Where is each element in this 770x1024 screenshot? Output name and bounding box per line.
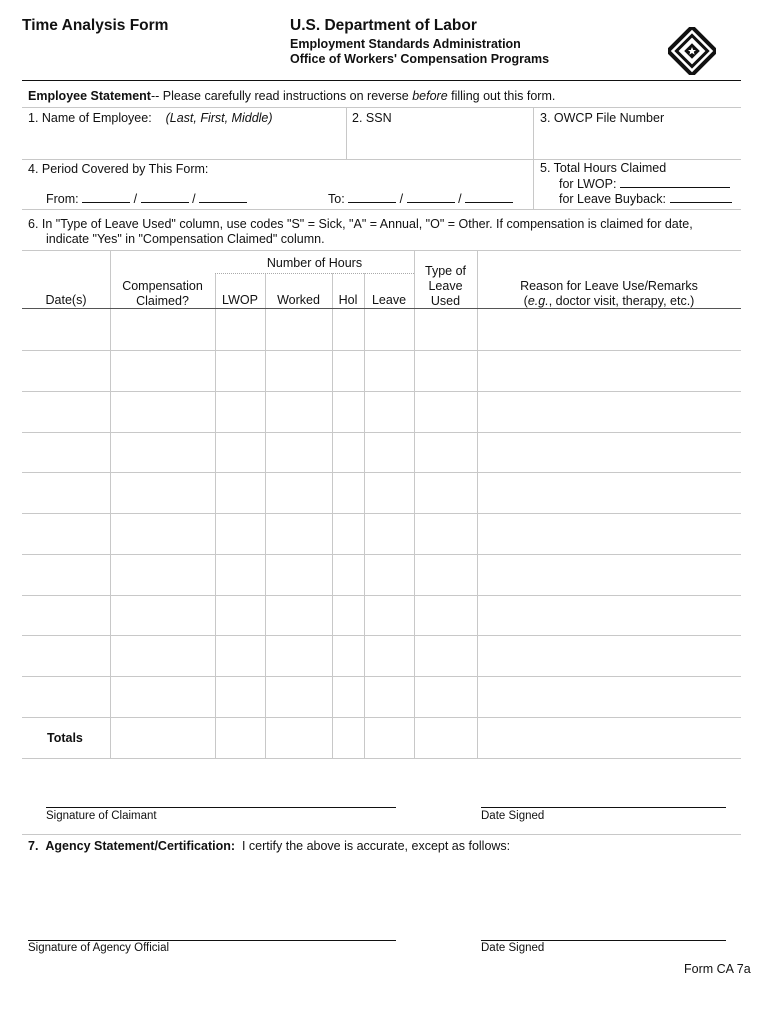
buyback-hours-blank[interactable] bbox=[670, 191, 732, 203]
owcp-file-field[interactable]: 3. OWCP File Number bbox=[540, 111, 665, 125]
ssn-field[interactable]: 2. SSN bbox=[352, 111, 392, 125]
instruction-6-line1: 6. In "Type of Leave Used" column, use codes "S" = Sick, "A" = Annual, "O" = Other. If compensation is claimed for date, bbox=[28, 217, 693, 231]
claimant-signature-label: Signature of Claimant bbox=[46, 810, 157, 822]
instruction-6-line2: indicate "Yes" in "Compensation Claimed" column. bbox=[46, 232, 325, 246]
reason-header-line1: Reason for Leave Use/Remarks bbox=[520, 279, 698, 293]
statement-text-a: -- Please carefully read instructions on reverse bbox=[150, 89, 413, 103]
table-row[interactable] bbox=[22, 350, 741, 351]
agency-name: Employment Standards Administration bbox=[290, 37, 521, 51]
lwop-column-header: LWOP bbox=[222, 293, 258, 307]
employee-statement bbox=[28, 89, 555, 103]
to-month-blank[interactable] bbox=[348, 191, 396, 203]
agency-label: Agency Statement/Certification: bbox=[45, 839, 236, 853]
table-header-rule bbox=[22, 308, 741, 309]
period-label: 4. Period Covered by This Form: bbox=[28, 162, 209, 176]
hours-group-header: Number of Hours bbox=[266, 256, 363, 270]
slash: / bbox=[133, 192, 138, 206]
employee-name-field[interactable] bbox=[28, 111, 273, 125]
agency-text: I certify the above is accurate, except as follows: bbox=[241, 839, 511, 853]
lwop-label: for LWOP: bbox=[559, 177, 617, 191]
lwop-hours-blank[interactable] bbox=[620, 176, 730, 188]
to-label: To: bbox=[328, 192, 345, 206]
statement-label: Employee Statement bbox=[28, 89, 151, 103]
claimant-date-line[interactable] bbox=[481, 807, 726, 808]
reason-paren: ( bbox=[523, 294, 528, 308]
total-hours-label: 5. Total Hours Claimed bbox=[540, 161, 667, 175]
table-row[interactable] bbox=[22, 676, 741, 677]
agency-number: 7. bbox=[28, 839, 39, 853]
slash: / bbox=[399, 192, 404, 206]
claimant-date-label: Date Signed bbox=[481, 810, 545, 822]
type-header-line2: Leave bbox=[428, 279, 463, 293]
buyback-hours-field[interactable] bbox=[559, 191, 732, 206]
statement-text-em: before bbox=[412, 89, 448, 103]
date-column-header: Date(s) bbox=[45, 293, 87, 307]
table-row[interactable] bbox=[22, 472, 741, 473]
agency-date-label: Date Signed bbox=[481, 942, 545, 954]
from-month-blank[interactable] bbox=[82, 191, 130, 203]
slash: / bbox=[458, 192, 462, 206]
buyback-label: for Leave Buyback: bbox=[559, 192, 667, 206]
totals-row-rule bbox=[22, 758, 741, 759]
statement-text-b: filling out this form. bbox=[447, 89, 556, 103]
leave-column-header: Leave bbox=[371, 293, 407, 307]
period-from-field[interactable] bbox=[46, 191, 247, 206]
type-of-leave-column-header bbox=[414, 264, 477, 309]
claimant-signature-line[interactable] bbox=[46, 807, 396, 808]
type-header-line1: Type of bbox=[425, 264, 466, 278]
slash: / bbox=[192, 192, 196, 206]
reason-examples: , doctor visit, therapy, etc.) bbox=[548, 294, 695, 308]
comp-header-line2: Claimed? bbox=[136, 294, 189, 308]
reason-header-line2 bbox=[477, 294, 741, 309]
form-number: Form CA 7a bbox=[684, 962, 751, 976]
period-to-field[interactable] bbox=[328, 191, 513, 206]
type-header-line3: Used bbox=[430, 294, 461, 308]
table-row[interactable] bbox=[22, 717, 741, 718]
table-row[interactable] bbox=[22, 554, 741, 555]
department-name: U.S. Department of Labor bbox=[290, 17, 477, 34]
totals-label: Totals bbox=[47, 731, 83, 745]
employee-name-hint: (Last, First, Middle) bbox=[165, 111, 273, 125]
table-row[interactable] bbox=[22, 595, 741, 596]
dol-seal-icon bbox=[668, 27, 716, 75]
comp-header-line1: Compensation bbox=[122, 279, 203, 293]
compensation-column-header bbox=[110, 279, 215, 309]
employee-name-label: 1. Name of Employee: bbox=[28, 111, 152, 125]
from-day-blank[interactable] bbox=[141, 191, 189, 203]
hol-column-header: Hol bbox=[338, 293, 358, 307]
table-row[interactable] bbox=[22, 635, 741, 636]
to-day-blank[interactable] bbox=[407, 191, 455, 203]
office-name: Office of Workers' Compensation Programs bbox=[290, 52, 550, 66]
agency-signature-line[interactable] bbox=[28, 940, 396, 941]
form-title: Time Analysis Form bbox=[22, 17, 169, 34]
from-year-blank[interactable] bbox=[199, 191, 247, 203]
from-label: From: bbox=[46, 192, 79, 206]
header-rule bbox=[22, 80, 741, 81]
worked-column-header: Worked bbox=[277, 293, 320, 307]
reason-eg: e.g. bbox=[527, 294, 549, 308]
agency-signature-label: Signature of Agency Official bbox=[28, 942, 170, 954]
agency-date-line[interactable] bbox=[481, 940, 726, 941]
lwop-hours-field[interactable] bbox=[559, 176, 730, 191]
table-row[interactable] bbox=[22, 432, 741, 433]
reason-column-header bbox=[477, 279, 741, 309]
agency-statement bbox=[28, 839, 510, 853]
to-year-blank[interactable] bbox=[465, 191, 513, 203]
table-row[interactable] bbox=[22, 391, 741, 392]
table-row[interactable] bbox=[22, 513, 741, 514]
